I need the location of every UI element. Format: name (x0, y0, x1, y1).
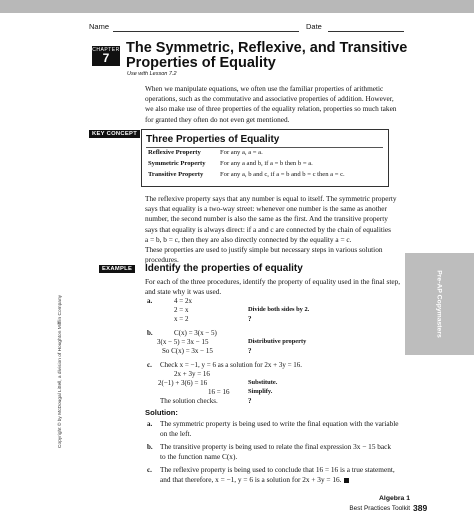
chapter-label: CHAPTER (92, 47, 120, 53)
end-of-proof-square-icon (344, 478, 349, 483)
math-line: 2x + 3y = 16 (174, 370, 210, 378)
math-line: x = 2 (174, 315, 189, 323)
example-a-label: a. (147, 297, 153, 305)
solution-line (160, 475, 415, 485)
chapter-badge (92, 46, 120, 66)
property-text: For any a, a = a. (220, 149, 263, 156)
math-line: C(x) = 3(x − 5) (174, 329, 217, 337)
lesson-subtitle: Use with Lesson 7.2 (127, 71, 177, 77)
title-line-2: Properties of Equality (126, 55, 276, 71)
body-line: a = b, b = c, then they are also directly connected by the equality a = c. (145, 234, 352, 244)
solution-a-text (160, 419, 415, 439)
property-name: Reflexive Property (148, 149, 201, 156)
date-line (328, 31, 404, 32)
body-line: says that equality is a two-way street: whenever one number is the same as another (145, 204, 387, 214)
reason: Distributive property (248, 338, 307, 345)
solution-c-label: c. (147, 466, 152, 474)
body-line: These properties are used to justify simple but necessary steps in various solution (145, 245, 383, 255)
property-name: Transitive Property (148, 171, 204, 178)
reason: ? (248, 347, 252, 355)
math-line: 2(−1) + 3(6) = 16 (158, 379, 208, 387)
name-line (113, 31, 299, 32)
side-tab (405, 253, 474, 355)
solution-heading: Solution: (145, 408, 178, 417)
property-text: For any a and b, if a = b then b = a. (220, 160, 313, 167)
solution-line: to the function name C(x). (160, 452, 238, 462)
explanation-paragraph (145, 194, 415, 265)
solution-c-text (160, 465, 415, 485)
reason: ? (248, 397, 252, 405)
footer-book-title: Algebra 1 (379, 495, 410, 502)
top-gray-bar (0, 0, 474, 13)
body-line: number, the second number is also the same as the first. And the transitive property (145, 214, 388, 224)
solution-line: The symmetric property is being used to write the final equation with the variable (160, 419, 399, 428)
key-concept-heading: Three Properties of Equality (146, 134, 280, 145)
intro-line: we also make use of three properties of the equality relation, properties so much taken (145, 104, 397, 114)
solution-b-text (160, 442, 415, 462)
intro-paragraph (145, 84, 415, 125)
example-prompt (145, 277, 410, 297)
body-line: says that equality is always direct: if a and c are connected by the chain of equalities (145, 224, 391, 234)
page-number: 389 (413, 503, 428, 513)
intro-line: for granted they often do not even get mentioned. (145, 114, 290, 124)
page-title (126, 41, 407, 71)
math-line: 3(x − 5) = 3x − 15 (157, 338, 209, 346)
math-line: 2 = x (174, 306, 189, 314)
chapter-number: 7 (102, 51, 110, 65)
key-concept-box (141, 129, 389, 187)
example-c-label: c. (147, 361, 152, 369)
math-line: 4 = 2x (174, 297, 192, 305)
solution-line: The reflexive property is being used to conclude that 16 = 16 is a true statement, (160, 465, 395, 474)
reason: Substitute. (248, 379, 278, 386)
example-tag: EXAMPLE (99, 265, 135, 273)
copyright-notice: Copyright © by McDougal Littell, a division of Houghton Mifflin Company (58, 294, 63, 448)
solution-line: on the left. (160, 429, 192, 439)
prompt-line: and state why it was used. (145, 287, 222, 297)
key-concept-rule (146, 147, 383, 148)
footer-toolkit: Best Practices Toolkit (349, 505, 410, 512)
math-line: So C(x) = 3x − 15 (162, 347, 213, 355)
example-heading: Identify the properties of equality (145, 263, 303, 274)
solution-line: The transitive property is being used to relate the final expression 3x − 15 back (160, 442, 392, 451)
intro-line: operations, such as the commutative and associative properties of addition. However, (145, 94, 394, 104)
math-line: The solution checks. (160, 397, 218, 405)
title-line-1: The Symmetric, Reflexive, and Transitive (126, 40, 408, 56)
solution-line-text: and that therefore, x = −1, y = 6 is a solution for 2x + 3y = 16. (160, 475, 342, 485)
intro-line: When we manipulate equations, we often use the familiar properties of arithmetic (145, 84, 384, 93)
date-label: Date (306, 22, 322, 31)
reason: ? (248, 315, 252, 323)
reason: Simplify. (248, 388, 273, 395)
key-concept-tag: KEY CONCEPT (89, 130, 140, 138)
math-line: 16 = 16 (208, 388, 230, 396)
solution-b-label: b. (147, 443, 153, 451)
solution-a-label: a. (147, 420, 153, 428)
property-name: Symmetric Property (148, 160, 206, 167)
property-text: For any a, b and c, if a = b and b = c then a = c. (220, 171, 345, 178)
side-tab-label: Pre-AP Copymasters (435, 270, 443, 338)
check-line: Check x = −1, y = 6 as a solution for 2x + 3y = 16. (160, 361, 303, 369)
prompt-line: For each of the three procedures, identify the property of equality used in the final step, (145, 277, 401, 286)
body-line: The reflexive property says that any number is equal to itself. The symmetric property (145, 194, 397, 203)
body-line: procedures. (145, 255, 179, 265)
reason: Divide both sides by 2. (248, 306, 310, 313)
example-b-label: b. (147, 329, 153, 337)
name-label: Name (89, 22, 110, 31)
